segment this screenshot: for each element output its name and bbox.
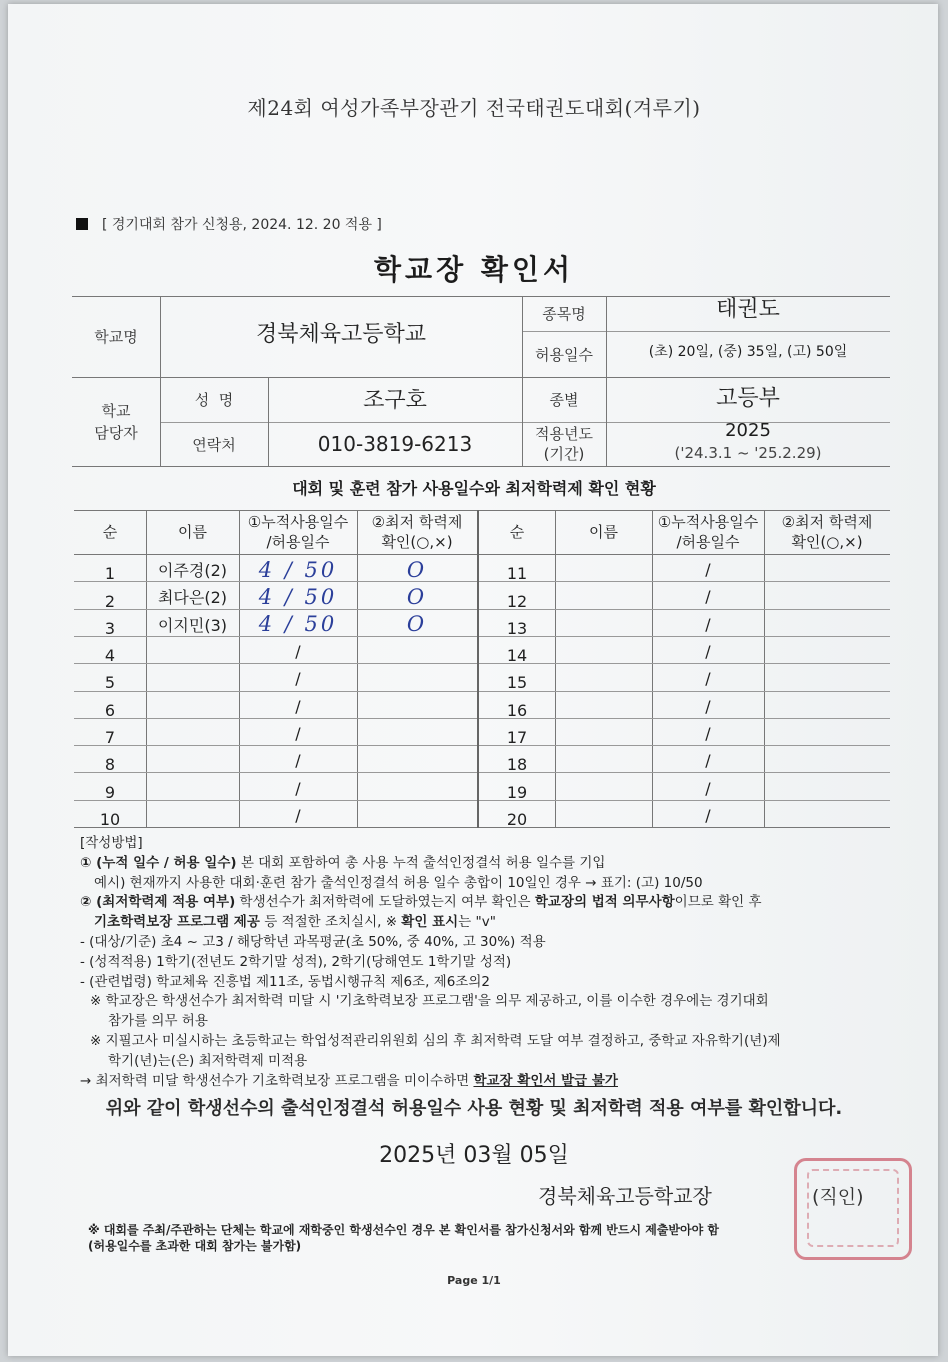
header-min-right-line2: 확인(○,×): [791, 533, 863, 551]
student-name: [555, 583, 652, 610]
days-used: /: [705, 696, 711, 716]
confirmation-statement: 위와 같이 학생선수의 출석인정결석 허용일수 사용 현황 및 최저학력 적용 여부를 확인합니다.: [105, 1098, 843, 1119]
row-number: 18: [506, 755, 528, 775]
row-number: 2: [104, 591, 116, 611]
header-min-line2: 확인(○,×): [381, 533, 453, 551]
days-used: /: [295, 778, 301, 798]
row-number: 17: [506, 728, 528, 748]
row-number: 10: [99, 809, 121, 829]
header-min-line1: ②최저 학력제: [371, 513, 463, 531]
header-min-right-line1: ②최저 학력제: [781, 513, 873, 531]
student-name: [146, 802, 239, 829]
days-used: /: [705, 805, 711, 825]
principal-name: 경북체육고등학교장: [538, 1184, 712, 1208]
row-number: 16: [506, 700, 528, 720]
student-name: [555, 802, 652, 829]
days-used: /: [295, 696, 301, 716]
instruction-target: - (대상/기준) 초4 ~ 고3 / 해당학년 과목평균(초 50%, 중 40%, 고 30%) 적용: [80, 933, 546, 950]
manager-label-line1: 학교: [101, 401, 131, 420]
instruction-note-2: ※ 지필고사 미실시하는 초등학교는 학업성적관리위원회 심의 후 최저학력 도달 여부 결정하고, 중학교 자유학기(년)제: [90, 1032, 781, 1049]
row-number: 5: [104, 673, 116, 693]
instruction-grades: - (성적적용) 1학기(전년도 2학기말 성적), 2학기(당해연도 1학기말 성적): [80, 953, 512, 970]
student-name: [555, 747, 652, 774]
days-used: /: [705, 669, 711, 689]
division-value: 고등부: [716, 385, 780, 411]
header-no-right: 순: [509, 523, 525, 541]
row-number: 8: [104, 755, 116, 775]
min-academic-check: [764, 556, 890, 583]
student-name: [555, 774, 652, 801]
instruction-note-2-cont: 학기(년)는(은) 최저학력제 미적용: [108, 1052, 308, 1069]
school-value: 경북체육고등학교: [255, 321, 427, 347]
instruction-2-text-end: 이므로 확인 후: [674, 894, 762, 911]
min-academic-check: [357, 747, 477, 774]
year-value: [606, 418, 890, 466]
instruction-2-title: ② (최저학력제 적용 여부): [80, 894, 236, 911]
row-number: 1: [104, 564, 116, 584]
year-label-line1: 적용년도: [535, 425, 593, 443]
row-number: 19: [506, 782, 528, 802]
min-academic-check: O: [406, 557, 428, 582]
row-number: 13: [506, 618, 528, 638]
header-name-right: 이름: [589, 523, 618, 541]
days-used: /: [705, 587, 711, 607]
header-days-line1: ①누적사용일수: [247, 513, 349, 531]
division-label: 종별: [549, 391, 579, 409]
student-name: [555, 556, 652, 583]
instruction-2-mark-text: 는 "v": [458, 914, 496, 931]
student-name: [146, 747, 239, 774]
participation-table: [74, 510, 890, 828]
instruction-2-text: 학생선수가 최저학력에 도달하였는지 여부 확인은: [235, 894, 535, 911]
min-academic-check: [357, 665, 477, 692]
issue-date: 2025년 03월 05일: [379, 1143, 569, 1168]
student-name: [555, 611, 652, 638]
year-label: [522, 422, 606, 466]
instruction-arrow: [80, 1072, 900, 1092]
row-number: 14: [506, 646, 528, 666]
instruction-note-1: ※ 학교장은 학생선수가 최저학력 미달 시 '기초학력보장 프로그램'을 의무 제공하고, 이를 이수한 경우에는 경기대회: [90, 993, 769, 1010]
days-used: /: [295, 669, 301, 689]
min-academic-check: [764, 774, 890, 801]
year-value-year: 2025: [725, 420, 771, 441]
instruction-2-emphasis: 학교장의 법적 의무사항: [534, 894, 675, 911]
instruction-1-example: 예시) 현재까지 사용한 대회·훈련 참가 출석인정결석 허용 일수 총합이 10일인 경우 → 표기: (고) 10/50: [94, 874, 703, 891]
min-academic-check: [764, 638, 890, 665]
min-academic-check: [357, 802, 477, 829]
row-number: 9: [104, 782, 116, 802]
instruction-1-title: ① (누적 일수 / 허용 일수): [80, 854, 237, 871]
row-number: 11: [506, 564, 528, 584]
year-label-line2: (기간): [543, 445, 585, 463]
allowed-days-label: 허용일수: [535, 345, 593, 364]
days-used: /: [295, 805, 301, 825]
section-title: 대회 및 훈련 참가 사용일수와 최저학력제 확인 현황: [292, 479, 656, 498]
contact-value: 010-3819-6213: [317, 432, 473, 456]
student-name: [555, 720, 652, 747]
event-title: 제24회 여성가족부장관기 전국태권도대회(겨루기): [247, 96, 701, 120]
days-used: /: [705, 560, 711, 580]
page-number: Page 1/1: [447, 1274, 501, 1287]
header-days-right: [652, 510, 764, 554]
row-number: 4: [104, 646, 116, 666]
manager-label-line2: 담당자: [94, 423, 138, 442]
instruction-2: [80, 893, 900, 913]
row-number: 3: [104, 618, 116, 638]
year-value-period: ('24.3.1 ~ '25.2.29): [674, 444, 822, 462]
days-used: 4 / 50: [258, 612, 338, 637]
header-no: 순: [102, 523, 118, 541]
min-academic-check: [357, 693, 477, 720]
days-used: /: [295, 723, 301, 743]
instruction-2-program: 기초학력보장 프로그램 제공: [94, 914, 260, 931]
days-used: /: [705, 751, 711, 771]
sport-label: 종목명: [542, 305, 586, 323]
header-min-academic-right: [764, 510, 890, 554]
student-name: [146, 693, 239, 720]
min-academic-check: O: [406, 612, 428, 637]
student-name: 이주경(2): [157, 561, 228, 581]
seal-label: (직인): [812, 1186, 864, 1208]
footnote: [88, 1222, 908, 1254]
sport-value: 태권도: [716, 297, 780, 322]
student-name: [146, 720, 239, 747]
header-name: 이름: [178, 523, 207, 541]
name-value: 조구호: [363, 387, 427, 413]
row-number: 6: [104, 700, 116, 720]
days-used: /: [295, 751, 301, 771]
form-meta-text: [ 경기대회 참가 신청용, 2024. 12. 20 적용 ]: [102, 217, 382, 233]
header-min-academic: [357, 510, 477, 554]
days-used: 4 / 50: [258, 584, 338, 609]
min-academic-check: [357, 774, 477, 801]
name-label: 성 명: [194, 391, 234, 409]
contact-label: 연락처: [192, 435, 236, 454]
min-academic-check: [764, 802, 890, 829]
min-academic-check: [764, 720, 890, 747]
footnote-line2: (허용일수를 초과한 대회 참가는 불가함): [88, 1239, 302, 1253]
form-meta: [76, 214, 382, 234]
min-academic-check: O: [406, 584, 428, 609]
min-academic-check: [764, 611, 890, 638]
instruction-arrow-emphasis: 학교장 확인서 발급 불가: [473, 1072, 618, 1089]
student-name: [146, 774, 239, 801]
instruction-arrow-text: → 최저학력 미달 학생선수가 기초학력보장 프로그램을 미이수하면: [80, 1072, 474, 1089]
min-academic-check: [357, 638, 477, 665]
student-name: [555, 693, 652, 720]
instructions: [80, 834, 900, 1091]
days-used: /: [295, 642, 301, 662]
days-used: /: [705, 723, 711, 743]
instruction-1: [80, 854, 900, 874]
min-academic-check: [764, 693, 890, 720]
days-used: /: [705, 642, 711, 662]
student-name: [555, 638, 652, 665]
header-days: [239, 510, 357, 554]
header-days-right-line1: ①누적사용일수: [657, 513, 759, 531]
instruction-2-cont-text: 등 적절한 조치실시, ※: [259, 914, 402, 931]
min-academic-check: [764, 583, 890, 610]
instructions-heading: [작성방법]: [80, 835, 143, 851]
document-title: 학교장 확인서: [373, 253, 575, 286]
student-name: [555, 665, 652, 692]
manager-label: [72, 377, 160, 466]
min-academic-check: [764, 747, 890, 774]
student-name: 최다은(2): [157, 588, 228, 608]
min-academic-check: [357, 720, 477, 747]
days-used: /: [705, 778, 711, 798]
instruction-1-text: 본 대회 포함하여 총 사용 누적 출석인정결석 허용 일수를 기입: [236, 854, 606, 871]
allowed-days-value: (초) 20일, (중) 35일, (고) 50일: [648, 344, 848, 360]
bullet-square-icon: [76, 218, 88, 230]
days-used: 4 / 50: [258, 557, 338, 582]
row-number: 20: [506, 809, 528, 829]
instruction-2-mark-label: 확인 표시: [401, 914, 459, 931]
row-number: 15: [506, 673, 528, 693]
school-label: 학교명: [94, 328, 138, 346]
instruction-2-cont: [80, 913, 900, 933]
header-days-line2: /허용일수: [266, 533, 330, 551]
instruction-law: - (관련법령) 학교체육 진흥법 제11조, 동법시행규칙 제6조, 제6조의2: [80, 973, 490, 990]
days-used: /: [705, 614, 711, 634]
row-number: 7: [104, 728, 116, 748]
student-name: [146, 665, 239, 692]
student-name: [146, 638, 239, 665]
header-days-right-line2: /허용일수: [676, 533, 740, 551]
student-name: 이지민(3): [157, 615, 228, 635]
instruction-note-1-cont: 참가를 의무 허용: [108, 1013, 208, 1030]
row-number: 12: [506, 591, 528, 611]
footnote-line1: ※ 대회를 주최/주관하는 단체는 학교에 재학중인 학생선수인 경우 본 확인서를 참가신청서와 함께 반드시 제출받아야 함: [88, 1223, 719, 1237]
min-academic-check: [764, 665, 890, 692]
